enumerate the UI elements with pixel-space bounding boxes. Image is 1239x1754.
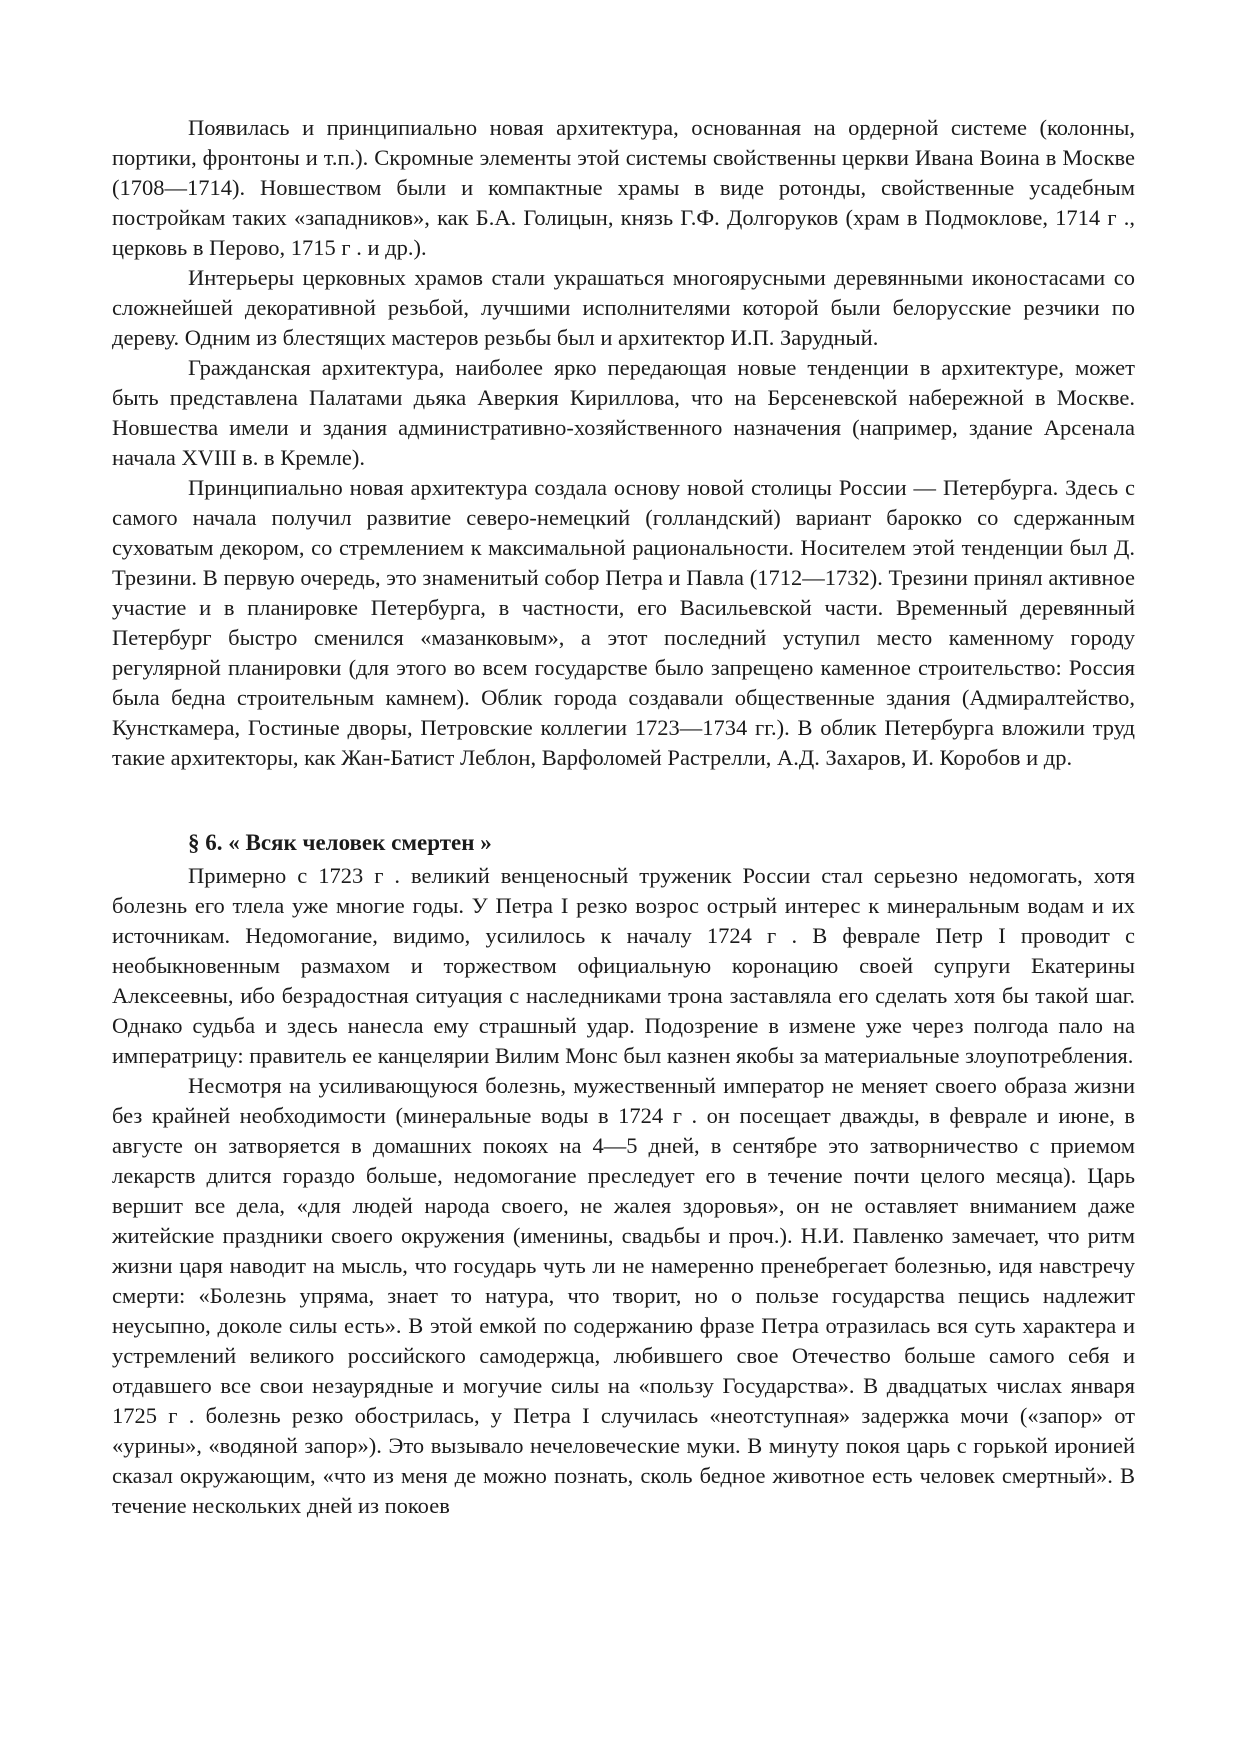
paragraph-architecture-1: Появилась и принципиально новая архитектура, основанная на ордерной системе (колонны, портики, фронтоны и т.п.). Скромные элементы этой системы свойственны церкви Ивана Воина в Москве (1708—1714). Новшеством были и компактные храмы в виде ротонды, свойственные усадебным постройкам таких «западников», как Б.А. Голицын, князь Г.Ф. Долгоруков (храм в Подмоклове, 1714 г ., церковь в Перово, 1715 г . и др.). [112,115,1135,260]
paragraph-architecture-3: Гражданская архитектура, наиболее ярко передающая новые тенденции в архитектуре, может быть представлена Палатами дьяка Аверкия Кириллова, что на Берсеневской набережной в Москве. Новшества имели и здания административно-хозяйственного назначения (например, здание Арсенала начала XVIII в. в Кремле). [112,355,1135,470]
paragraph-mortal-2: Несмотря на усиливающуюся болезнь, мужественный император не меняет своего образа жизни без крайней необходимости (минеральные воды в 1724 г . он посещает дважды, в феврале и июне, в августе он затворяется в домашних покоях на 4—5 дней, в сентябре это затворничество с приемом лекарств длится гораздо больше, недомогание преследует его в течение почти целого месяца). Царь вершит все дела, «для людей народа своего, не жалея здоровья», он не оставляет вниманием даже житейские праздники своего окружения (именины, свадьбы и проч.). Н.И. Павленко замечает, что ритм жизни царя наводит на мысль, что государь чуть ли не намеренно пренебрегает болезнью, идя навстречу смерти: «Болезнь упряма, знает то натура, что творит, но о пользе государства пещись надлежит неусыпно, доколе силы есть». В этой емкой по содержанию фразе Петра отразилась вся суть характера и устремлений великого российского самодержца, любившего свое Отечество больше самого себя и отдавшего все свои незаурядные и могучие силы на «пользу Государства». В двадцатых числах января 1725 г . болезнь резко обострилась, у Петра I случилась «неотступная» задержка мочи («запор» от «урины», «водяной запор»). Это вызывало нечеловеческие муки. В минуту покоя царь с горькой иронией сказал окружающим, «что из меня де можно познать, сколь бедное животное есть человек смертный». В течение нескольких дней из покоев [112,1073,1135,1518]
paragraph-architecture-2: Интерьеры церковных храмов стали украшаться многоярусными деревянными иконостасами со сложнейшей декоративной резьбой, лучшими исполнителями которой были белорусские резчики по дереву. Одним из блестящих мастеров резьбы был и архитектор И.П. Зарудный. [112,265,1135,350]
section-heading: § 6. « Всяк человек смертен » [188,830,492,855]
paragraph-mortal-1: Примерно с 1723 г . великий венценосный труженик России стал серьезно недомогать, хотя болезнь его тлела уже многие годы. У Петра I резко возрос острый интерес к минеральным водам и их источникам. Недомогание, видимо, усилилось к началу 1724 г . В феврале Петр I проводит с необыкновенным размахом и торжеством официальную коронацию своей супруги Екатерины Алексеевны, ибо безрадостная ситуация с наследниками трона заставляла его сделать хотя бы такой шаг. Однако судьба и здесь нанесла ему страшный удар. Подозрение в измене уже через полгода пало на императрицу: правитель ее канцелярии Вилим Монс был казнен якобы за материальные злоупотребления. [112,863,1135,1068]
paragraph-architecture-4: Принципиально новая архитектура создала основу новой столицы России — Петербурга. Здесь с самого начала получил развитие северо-немецкий (голландский) вариант барокко со сдержанным суховатым декором, со стремлением к максимальной рациональности. Носителем этой тенденции был Д. Трезини. В первую очередь, это знаменитый собор Петра и Павла (1712—1732). Трезини принял активное участие и в планировке Петербурга, в частности, его Васильевской части. Временный деревянный Петербург быстро сменился «мазанковым», а этот последний уступил место каменному городу регулярной планировки (для этого во всем государстве было запрещено каменное строительство: Россия была бедна строительным камнем). Облик города создавали общественные здания (Адмиралтейство, Кунсткамера, Гостиные дворы, Петровские коллегии 1723—1734 гг.). В облик Петербурга вложили труд такие архитекторы, как Жан-Батист Леблон, Варфоломей Растрелли, А.Д. Захаров, И. Коробов и др. [112,475,1135,770]
